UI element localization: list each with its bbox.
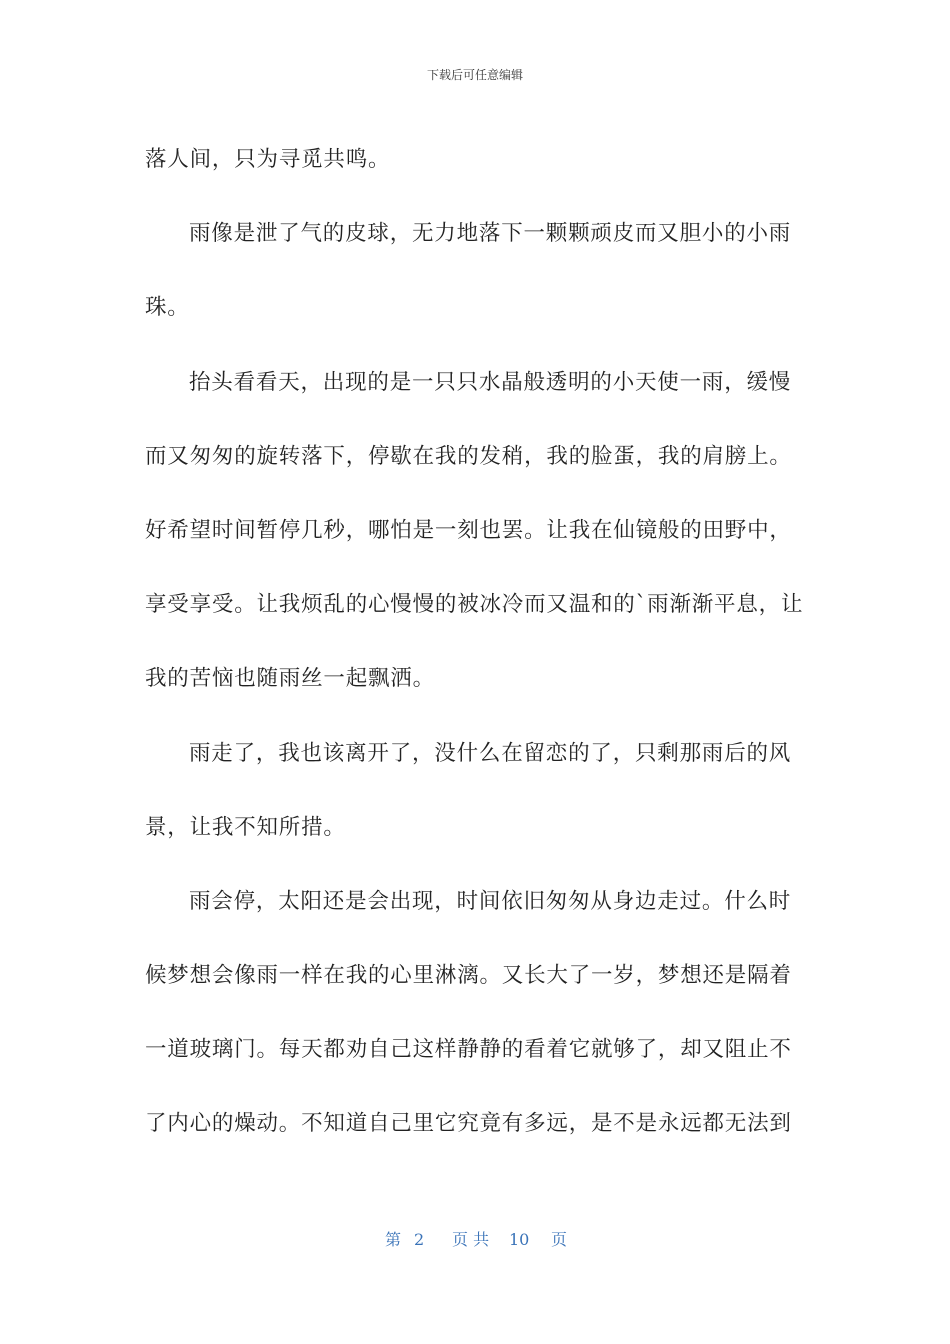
text-line: 候梦想会像雨一样在我的心里淋漓。又长大了一岁，梦想还是隔着 [145,963,792,989]
text-line: 了内心的燥动。不知道自己里它究竟有多远，是不是永远都无法到 [145,1111,792,1137]
text-line: 我的苦恼也随雨丝一起飘洒。 [145,666,435,692]
text-line: 抬头看看天，出现的是一只只水晶般透明的小天使一雨，缓慢 [189,369,792,395]
document-body [145,123,810,1162]
text-line: 一道玻璃门。每天都劝自己这样静静的看着它就够了，却又阻止不 [145,1037,792,1063]
page-header [0,66,950,84]
text-line: 而又匆匆的旋转落下，停歇在我的发稍，我的脸蛋，我的肩膀上。 [145,443,792,469]
text-line: 落人间，只为寻觅共鸣。 [145,147,391,172]
footer-current-page: 2 [414,1230,425,1249]
text-line: 珠。 [145,295,190,321]
text-line: 享受享受。让我烦乱的心慢慢的被冰冷而又温和的`雨渐渐平息，让 [145,592,804,618]
text-line: 雨会停，太阳还是会出现，时间依旧匆匆从身边走过。什么时 [189,888,792,914]
footer-di-label: 第 [385,1230,402,1249]
text-line: 雨像是泄了气的皮球，无力地落下一颗颗顽皮而又胆小的小雨 [189,221,792,247]
footer-total-pages: 10 [509,1230,530,1249]
footer-page-label: 页 [551,1230,568,1249]
footer-page-of-label: 页 共 [452,1230,490,1249]
header-text: 下载后可任意编辑 [426,68,523,82]
text-line: 雨走了，我也该离开了，没什么在留恋的了，只剩那雨后的风 [189,740,792,766]
text-line: 景，让我不知所措。 [145,814,346,840]
text-line: 好希望时间暂停几秒，哪怕是一刻也罢。让我在仙镜般的田野中， [145,517,792,543]
